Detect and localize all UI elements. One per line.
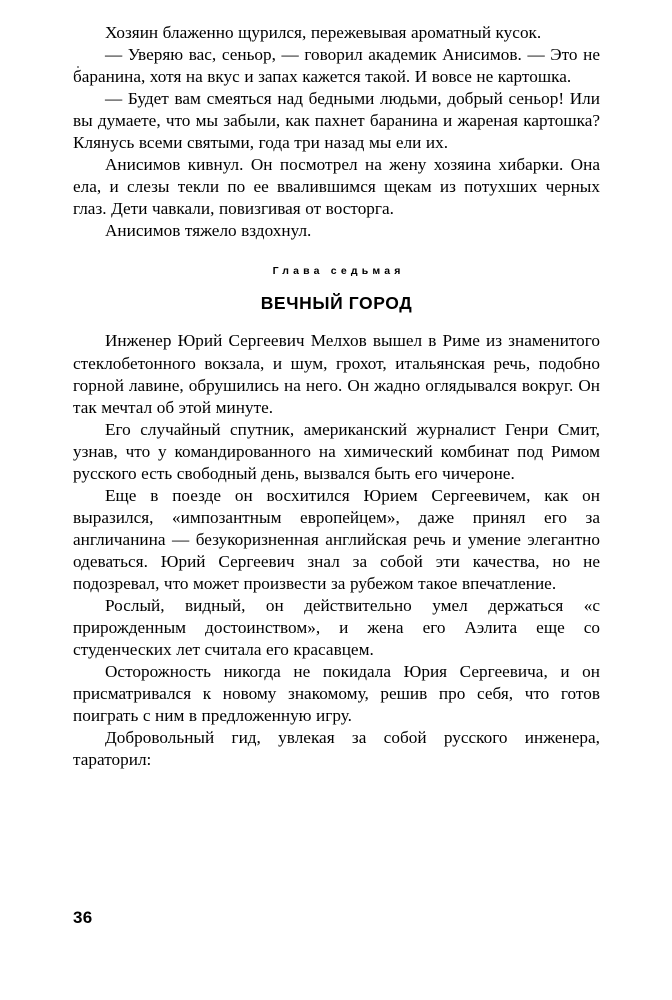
paragraph: Добровольный гид, увлекая за собой русского инженера, тараторил: [73,728,600,770]
chapter-label: Глава седьмая [272,265,405,278]
chapter-heading [73,264,600,314]
paragraph: Анисимов кивнул. Он посмотрел на жену хозяина хибарки. Она ела, и слезы текли по ее ввалившимся щекам из потухших черных глаз. Дети чавкали, повизгивая от восторга. [73,155,600,219]
paragraph: Его случайный спутник, американский журналист Генри Смит, узнав, что у командированного на химический комбинат под Римом русского есть свободный день, вызвался быть его чичероне. [73,419,600,483]
chapter-title: ВЕЧНЫЙ ГОРОД [260,293,413,314]
paragraph: Хозяин блаженно щурился, пережевывая ароматный кусок. [105,23,542,42]
paragraph: — Уверяю вас, сеньор, — говорил академик Анисимов. — Это не баранина, хотя на вкус и запах кажется такой. И вовсе не картошка. [73,45,600,87]
paragraph: Еще в поезде он восхитился Юрием Сергеевичем, как он выразился, «импозантным европейцем», даже принял его за англичанина — безукоризненная английская речь и умение элегантно одеваться. Юрий Сергеевич знал за собой эти качества, но не подозревал, что может произвести за рубежом такое впечатление. [73,485,600,593]
paragraph: Инженер Юрий Сергеевич Мелхов вышел в Риме из знаменитого стеклобетонного вокзала, и шум, грохот, итальянская речь, подобно горной лавине, обрушились на него. Он жадно оглядывался вокруг. Он так мечтал об этой минуте. [73,331,600,417]
paragraph: Рослый, видный, он действительно умел держаться «с прирожденным достоинством», и жена его Аэлита еще со студенческих лет считала его красавцем. [73,596,600,660]
paragraph: — Будет вам смеяться над бедными людьми, добрый сеньор! Или вы думаете, что мы забыли, как пахнет баранина и жареная картошка? Клянусь всеми святыми, года три назад мы ели их. [73,89,600,153]
text-block [73,22,600,771]
paragraph: Анисимов тяжело вздохнул. [105,221,312,241]
page-number: 36 [73,908,93,927]
paragraph: Осторожность никогда не покидала Юрия Сергеевича, и он присматривался к новому знакомому, решив про себя, что готов поиграть с ним в предложенную игру. [73,662,600,726]
